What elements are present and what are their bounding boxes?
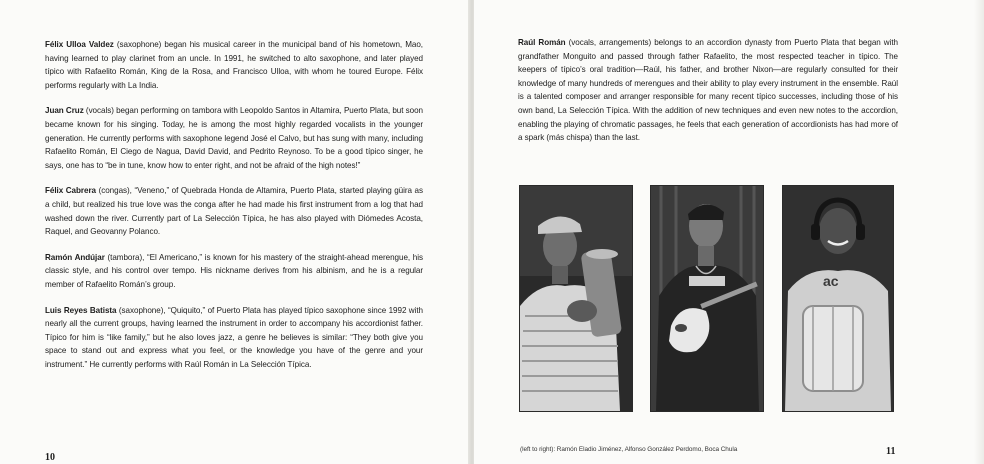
right-column [518, 36, 898, 157]
photo-man-with-headphones-and-drum [782, 185, 894, 412]
left-column [45, 38, 423, 383]
bio-paragraph [45, 104, 423, 172]
page-number-left: 10 [45, 452, 55, 463]
svg-text:ac: ac [823, 273, 839, 289]
bio-text: (vocals, arrangements) belongs to an accordion dynasty from Puerto Plata that began with grandfather Monguito and passed through father Rafaelito, the most respected teacher in típico. The keepers of típico’s oral tradition—Raúl, his father, and brother Nixon—are regularly consulted for their knowledge of many hundreds of merengues and their ability to play every instrument in the ensemble. Raúl is a talented composer and arranger responsible for many recent típico successes, including those of his own band, La Selección Típica. With the addition of new techniques and even new notes to the accordion, enabling the playing of chromatic passages, he feels that each generation of accordionists has had more of a spark (más chispa) than the last. [518, 38, 898, 143]
bio-paragraph [45, 38, 423, 92]
bio-name: Raúl Román [518, 38, 566, 47]
bio-paragraph [518, 36, 898, 145]
left-page [0, 0, 470, 464]
bio-text: (vocals) began performing on tambora with Leopoldo Santos in Altamira, Puerto Plata, but soon became known for his singing. Today, he is among the most highly regarded vocalists in the younger generation. He currently performs with saxophone legend José el Calvo, but has sung with many, including Rafaelito Román, El Ciego de Nagua, David David, and Pedrito Reynoso. To be a good típico singer, he says, one has to “be in tune, know how to enter right, and not be afraid of the high notes!” [45, 106, 423, 170]
bio-name: Luis Reyes Batista [45, 305, 117, 315]
bio-paragraph [45, 184, 423, 238]
bio-text: (saxophone) began his musical career in the municipal band of his hometown, Mao, having learned to play clarinet from an uncle. In 1991, he switched to alto saxophone, and later played típico with Rafaelito Román, King de la Rosa, and Francisco Ulloa, with whom he toured Europe. Félix performs regularly with La India. [45, 40, 423, 90]
photo-man-with-bass-guitar [650, 185, 764, 412]
photo-caption: (left to right): Ramón Eladio Jiménez, Alfonso González Perdomo, Boca Chula [520, 446, 738, 453]
right-page [474, 0, 984, 464]
bio-name: Félix Ulloa Valdez [45, 40, 114, 49]
bio-text: (congas), “Veneno,” of Quebrada Honda de Altamira, Puerto Plata, started playing güira as a child, but realized his true love was the conga after he had made his first instrument from a log that had washed down the river. Currently part of La Selección Típica, he has also played with Diómedes Acosta, Raquel, and Geovanny Polanco. [45, 186, 424, 237]
page-number-right: 11 [886, 446, 896, 457]
bio-text: (tambora), “El Americano,” is known for his mastery of the straight-ahead merengue, his classic style, and his control over tempo. His nickname derives from his albinism, and he is a regular member of Rafaelito Román’s group. [45, 252, 423, 289]
bio-text: (saxophone), “Quiquito,” of Puerto Plata has played típico saxophone since 1992 with nearly all the current groups, having learned the instrument in order to accompany his accordionist father. Típico for him is “like family,” but he also loves jazz, a genre he believes is similar: “They both give you space to stand out and express what you feel, or the knowledge you have of the genre and your instrument.” He currently performs with Raúl Román in La Selección Típica. [45, 305, 423, 369]
page-edge [974, 0, 984, 464]
bio-paragraph [45, 251, 423, 292]
photo-man-with-guira [519, 185, 633, 412]
bio-name: Félix Cabrera [45, 186, 97, 196]
bio-name: Juan Cruz [45, 106, 84, 116]
bio-name: Ramón Andújar [45, 252, 105, 262]
bio-paragraph [45, 304, 423, 372]
